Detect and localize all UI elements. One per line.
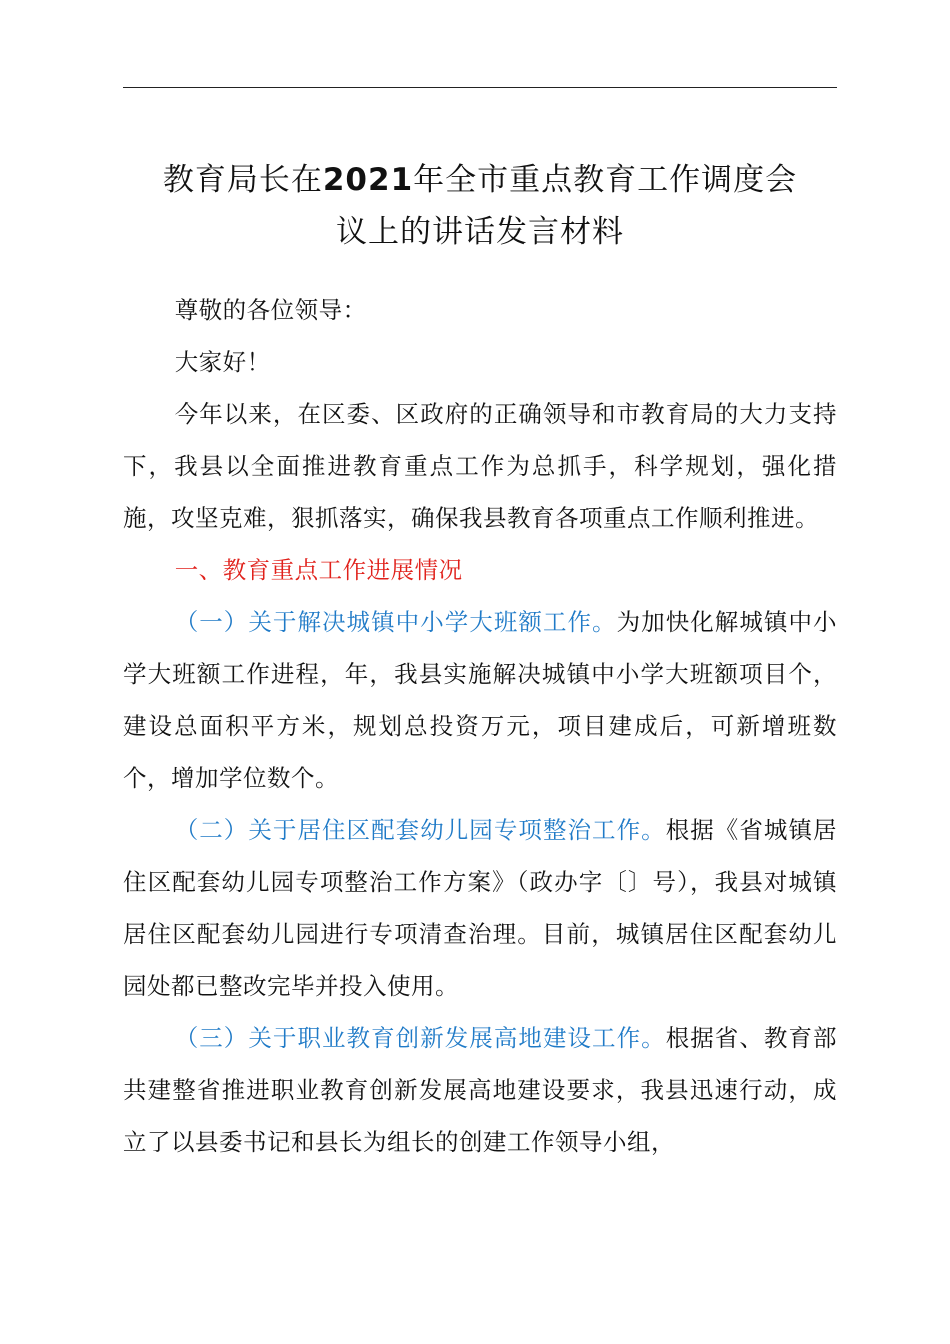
- title-year: 2021: [322, 162, 414, 198]
- title-line2: 议上的讲话发言材料: [336, 214, 624, 250]
- item-text-2: 根据《省城镇居住区配套幼儿园专项整治工作方案》（政办字〔〕号），我县对城镇居住区配套幼儿园进行专项清查治理。目前，城镇居住区配套幼儿园处都已整改完毕并投入使用。: [123, 816, 838, 1000]
- header-rule: [123, 87, 837, 88]
- title-line1-suffix: 年全市重点教育工作调度会: [413, 162, 798, 198]
- item-heading-2: （二）关于居住区配套幼儿园专项整治工作。: [174, 816, 666, 844]
- item-paragraph-2: [123, 804, 837, 1012]
- item-heading-1: （一）关于解决城镇中小学大班额工作。: [174, 608, 617, 636]
- item-text-1: 为加快化解城镇中小学大班额工作进程，年，我县实施解决城镇中小学大班额项目个，建设总面积平方米，规划总投资万元，项目建成后，可新增班数个，增加学位数个。: [123, 608, 838, 792]
- document-body: [123, 284, 837, 1168]
- item-paragraph-1: [123, 596, 837, 804]
- item-heading-3: （三）关于职业教育创新发展高地建设工作。: [174, 1024, 666, 1052]
- document-title: [110, 154, 850, 258]
- item-text-3: 根据省、教育部共建整省推进职业教育创新发展高地建设要求，我县迅速行动，成立了以县委书记和县长为组长的创建工作领导小组，: [123, 1024, 838, 1156]
- item-paragraph-3: [123, 1012, 837, 1168]
- section-heading: 一、教育重点工作进展情况: [174, 556, 463, 584]
- title-prefix: 教育局长在: [162, 162, 323, 198]
- greeting: 大家好！: [174, 348, 271, 376]
- salutation: 尊敬的各位领导：: [174, 296, 367, 324]
- intro-paragraph: 今年以来，在区委、区政府的正确领导和市教育局的大力支持下，我县以全面推进教育重点工作为总抓手，科学规划，强化措施，攻坚克难，狠抓落实，确保我县教育各项重点工作顺利推进。: [123, 400, 837, 532]
